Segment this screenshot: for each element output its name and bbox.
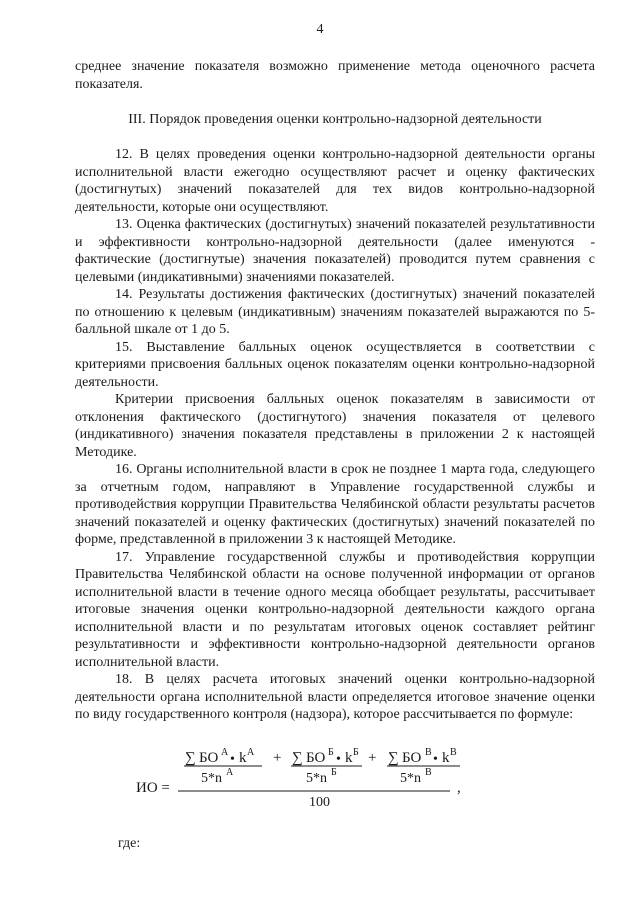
- paragraph-criteria: Критерии присвоения балльных оценок показателям в зависимости от отклонения фактического (достигнутого) значения показателя от целевого (индикативного) значения показателя представлены в приложении 2 к настоящей Методике.: [75, 392, 595, 460]
- formula-denominator: 100: [309, 795, 330, 810]
- five-n: 5*n: [201, 771, 222, 786]
- five-n: 5*n: [400, 771, 421, 786]
- dot: •: [336, 752, 341, 767]
- sup-a: А: [226, 767, 234, 778]
- paragraph-17: 17. Управление государственной службы и противодействия коррупции Правительства Челябинской области на основе полученной информации от органов исполнительной власти в течение одного месяца обобщает результаты, рассчитывает итоговые значения оценки контрольно-надзорной деятельности каждого органа исполнительной власти и по результатам итоговых оценок составляет рейтинг результативности и эффективности контрольно-надзорной деятельности органов исполнительной власти.: [75, 549, 595, 670]
- sum-sign: ∑: [292, 750, 303, 766]
- formula-comma: ,: [457, 780, 461, 796]
- page-number: 4: [316, 22, 324, 37]
- plus-sign: +: [368, 750, 377, 766]
- body-text: [75, 146, 595, 724]
- sup-v: В: [450, 747, 457, 758]
- five-n: 5*n: [306, 771, 327, 786]
- section-heading: III. Порядок проведения оценки контрольно-надзорной деятельности: [128, 112, 542, 127]
- sup-b: Б: [331, 767, 337, 778]
- bo-label: БО: [199, 750, 219, 766]
- sup-a: А: [247, 747, 255, 758]
- sum-sign: ∑: [185, 750, 196, 766]
- paragraph-15: 15. Выставление балльных оценок осуществляется в соответствии с критериями присвоения балльных оценок показателям оценки контрольно-надзорной деятельности.: [75, 339, 595, 390]
- sum-sign: ∑: [388, 750, 399, 766]
- sup-v: В: [425, 747, 432, 758]
- sup-v: В: [425, 767, 432, 778]
- k-label: k: [442, 750, 450, 766]
- sup-a: А: [221, 747, 229, 758]
- paragraph-14: 14. Результаты достижения фактических (достигнутых) значений показателей по отношению к целевым (индикативным) значениям показателей выражаются по 5-балльной шкале от 1 до 5.: [75, 287, 595, 337]
- k-label: k: [239, 750, 247, 766]
- formula-term-a: [184, 747, 262, 786]
- sup-b: Б: [328, 747, 334, 758]
- intro-text-block: [75, 58, 595, 93]
- bo-label: БО: [306, 750, 326, 766]
- k-label: k: [345, 750, 353, 766]
- bo-label: БО: [402, 750, 422, 766]
- plus-sign: +: [273, 750, 282, 766]
- formula-lhs: ИО =: [136, 780, 170, 796]
- dot: •: [230, 752, 235, 767]
- paragraph-16: 16. Органы исполнительной власти в срок не позднее 1 марта года, следующего за отчетным годом, направляют в Управление государственной службы и противодействия коррупции Правительства Челябинской области результаты расчетов значений показателей и оценку фактических (достигнутых) значений показателей по форме, представленной в приложении 3 к настоящей Методике.: [75, 462, 595, 547]
- intro-paragraph: среднее значение показателя возможно применение метода оценочного расчета показателя.: [75, 59, 595, 92]
- formula-term-b: [291, 747, 362, 786]
- dot: •: [433, 752, 438, 767]
- paragraph-12: 12. В целях проведения оценки контрольно-надзорной деятельности органы исполнительной власти ежегодно осуществляют расчет и оценку фактических (достигнутых) значений показателей для тех видов контрольно-надзорной деятельности, которые они осуществляют.: [75, 147, 595, 215]
- paragraph-13: 13. Оценка фактических (достигнутых) значений показателей результативности и эффективности контрольно-надзорной деятельности (далее именуются - фактические (достигнутые) значения показателей) проводится путем сравнения с целевыми (индикативными) значениями показателей.: [75, 217, 595, 285]
- where-label: где:: [118, 836, 141, 851]
- paragraph-18: 18. В целях расчета итоговых значений оценки контрольно-надзорной деятельности органа исполнительной власти определяется итоговое значение оценки по виду государственного контроля (надзора), которое рассчитывается по формуле:: [75, 672, 595, 722]
- sup-b: Б: [353, 747, 359, 758]
- formula-term-v: [387, 747, 460, 786]
